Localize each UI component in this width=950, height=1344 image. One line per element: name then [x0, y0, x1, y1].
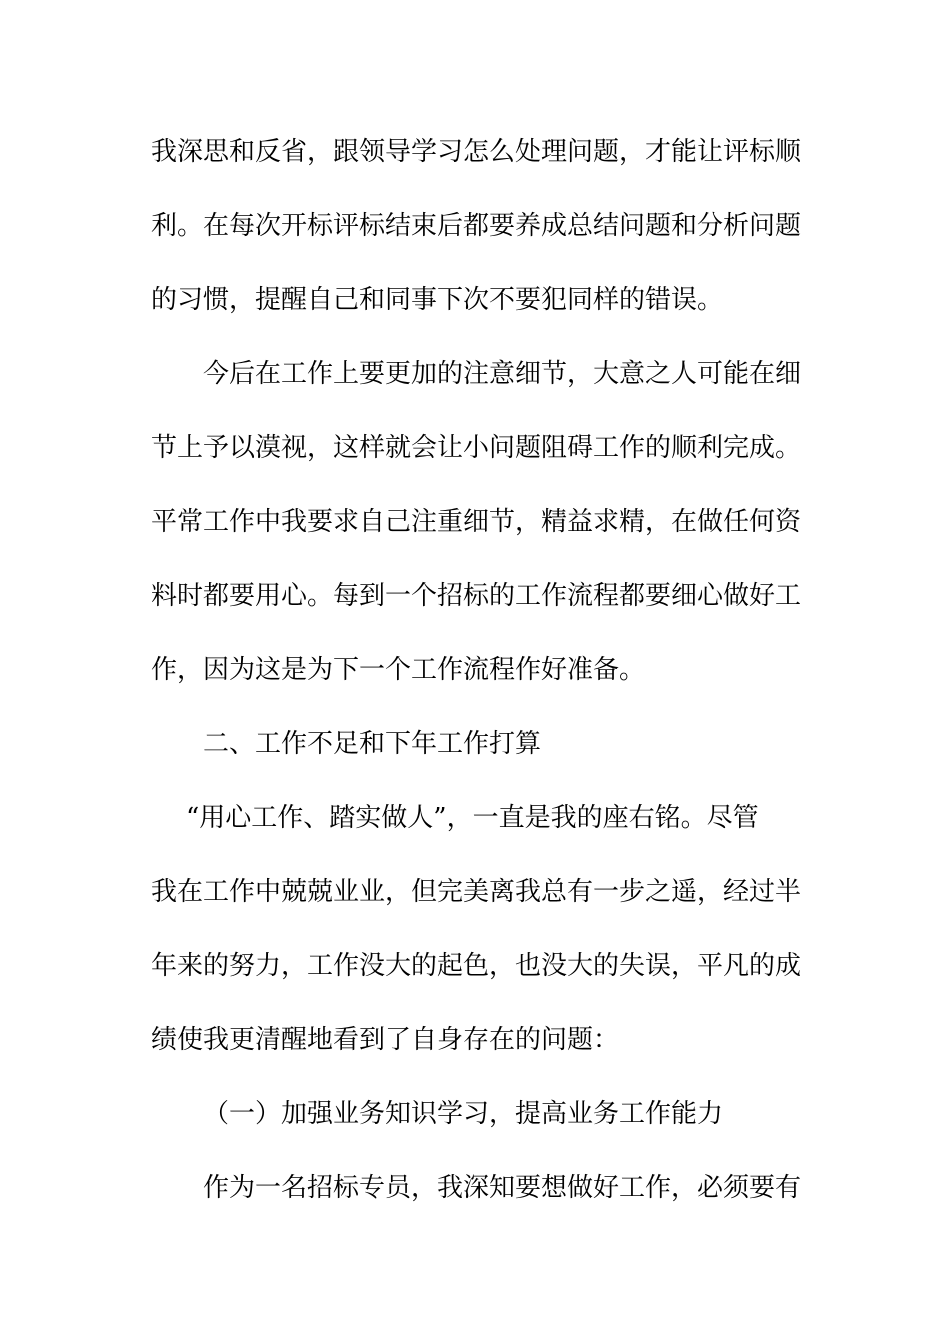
- section-heading: 二、工作不足和下年工作打算: [203, 729, 542, 759]
- paragraph-line: 作为一名招标专员，我深知要想做好工作，必须要有: [203, 1173, 802, 1203]
- paragraph-line: 作，因为这是为下一个工作流程作好准备。: [151, 655, 646, 685]
- paragraph-line: 的习惯，提醒自己和同事下次不要犯同样的错误。: [151, 285, 724, 315]
- paragraph-line: 料时都要用心。每到一个招标的工作流程都要细心做好工: [151, 581, 801, 611]
- paragraph-line: 我深思和反省，跟领导学习怎么处理问题，才能让评标顺: [151, 137, 801, 167]
- paragraph-line: 今后在工作上要更加的注意细节，大意之人可能在细: [203, 359, 802, 389]
- paragraph-line: 绩使我更清醒地看到了自身存在的问题：: [151, 1025, 620, 1055]
- subsection-heading: （一）加强业务知识学习，提高业务工作能力: [203, 1099, 724, 1129]
- paragraph-line: 平常工作中我要求自己注重细节，精益求精，在做任何资: [151, 507, 801, 537]
- paragraph-line: 节上予以漠视，这样就会让小问题阻碍工作的顺利完成。: [151, 433, 801, 463]
- paragraph-line: 利。在每次开标评标结束后都要养成总结问题和分析问题: [151, 211, 801, 241]
- paragraph-line: 年来的努力，工作没大的起色，也没大的失误，平凡的成: [151, 951, 801, 981]
- paragraph-line: “用心工作、踏实做人”，一直是我的座右铭。尽管: [186, 803, 759, 833]
- paragraph-line: 我在工作中兢兢业业，但完美离我总有一步之遥，经过半: [151, 877, 801, 907]
